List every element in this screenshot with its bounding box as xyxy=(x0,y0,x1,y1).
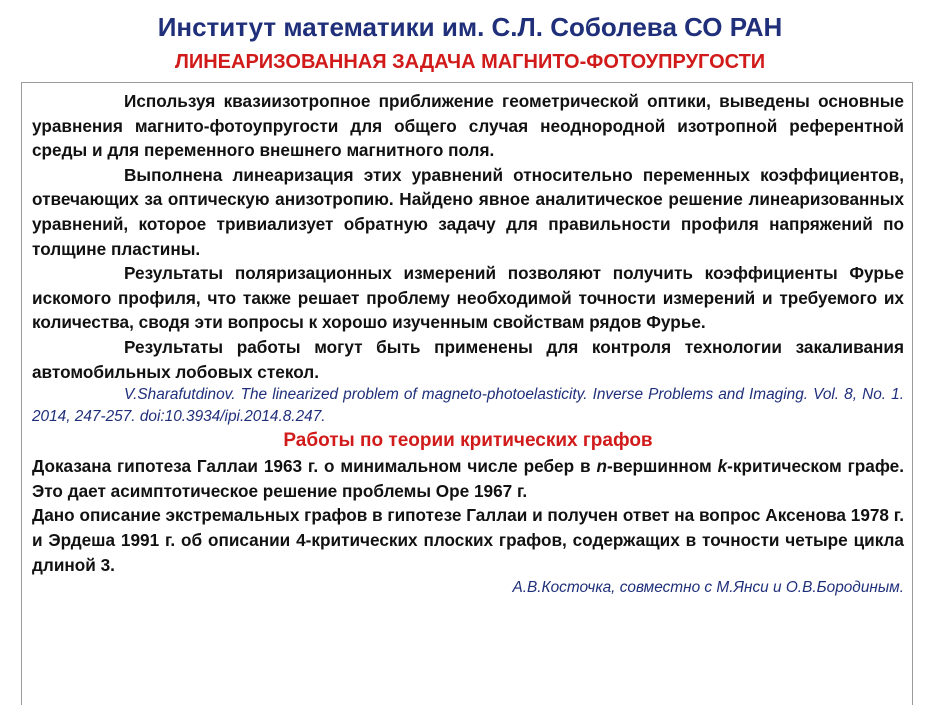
paragraph-2: Выполнена линеаризация этих уравнений относительно переменных коэффициентов, отвечающих за оптическую анизотропию. Найдено явное аналитическое решение линеаризованных уравнений, которое тривиализует обратную задачу для правильности профиля напряжений по толщине пластины. xyxy=(32,164,904,259)
paragraph-gallai xyxy=(32,454,904,503)
content-box xyxy=(21,82,913,705)
gallai-k: k xyxy=(717,456,728,477)
citation: V.Sharafutdinov. The linearized problem of magneto-photoelasticity. Inverse Problems and Imaging. Vol. 8, No. 1. 2014, 247-257. doi:10.3934/ipi.2014.8.247. xyxy=(32,386,904,426)
paragraph-3: Результаты поляризационных измерений позволяют получить коэффициенты Фурье искомого профиля, что также решает проблему необходимой точности измерений и требуемого их количества, сводя эти вопросы к хорошо изученным свойствам рядов Фурье. xyxy=(32,263,904,333)
gallai-n: n xyxy=(596,456,607,477)
gallai-text-3: -критическом графе. Это дает асимптотическое решение проблемы Оре 1967 г. xyxy=(32,456,904,501)
section-heading: Работы по теории критических графов xyxy=(283,430,653,452)
paragraph-1: Используя квазиизотропное приближение геометрической оптики, выведены основные уравнения магнито-фотоупругости для общего случая неоднородной изотропной референтной среды и для переменного внешнего магнитного поля. xyxy=(32,91,904,161)
page-subtitle: ЛИНЕАРИЗОВАННАЯ ЗАДАЧА МАГНИТО-ФОТОУПРУГОСТИ xyxy=(174,51,766,73)
gallai-text-1: Доказана гипотеза Галлаи 1963 г. о минимальном числе ребер в xyxy=(32,456,597,477)
signature: А.В.Косточка, совместно с М.Янси и О.В.Бородиным. xyxy=(512,579,904,597)
paragraph-extremal: Дано описание экстремальных графов в гипотезе Галлаи и получен ответ на вопрос Аксенова 1978 г. и Эрдеша 1991 г. об описании 4-критических плоских графов, содержащих в точности четыре цикла длиной 3. xyxy=(32,505,904,575)
content-body xyxy=(32,89,904,599)
gallai-text-2: -вершинном xyxy=(606,456,718,477)
page-title: Институт математики им. С.Л. Соболева СО РАН xyxy=(157,12,783,42)
paragraph-4: Результаты работы могут быть применены для контроля технологии закаливания автомобильных лобовых стекол. xyxy=(32,336,904,382)
